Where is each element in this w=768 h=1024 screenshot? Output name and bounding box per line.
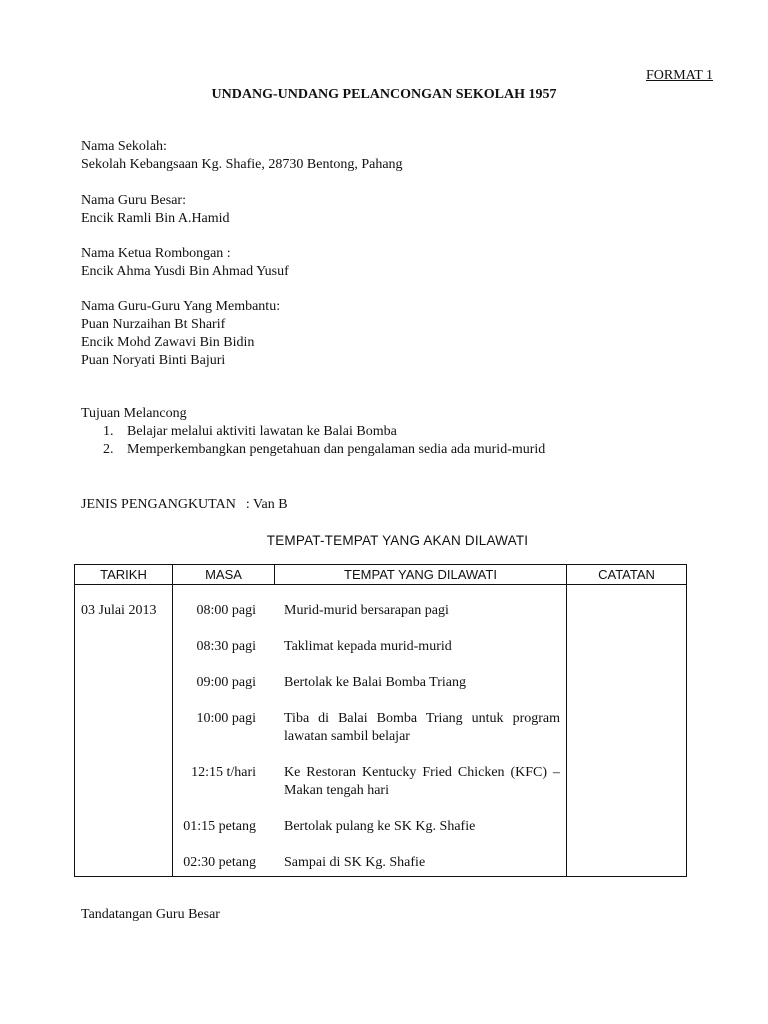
list-number: 2. [103, 442, 114, 457]
list-item [103, 441, 545, 459]
schedule-entry [173, 638, 566, 674]
entry-place: Murid-murid bersarapan pagi [284, 603, 449, 618]
assisting-teacher-name: Puan Nurzaihan Bt Sharif [81, 317, 226, 332]
schedule-entry [173, 710, 566, 764]
entry-place: Bertolak ke Balai Bomba Triang [284, 675, 466, 690]
table-row [75, 585, 687, 877]
time-place-cell [173, 585, 567, 877]
entry-time: 12:15 t/hari [191, 765, 256, 780]
schedule-entry [173, 854, 566, 876]
school-section [81, 138, 403, 174]
transport-line [81, 496, 288, 514]
entry-place: Bertolak pulang ke SK Kg. Shafie [284, 819, 476, 834]
entry-place: Taklimat kepada murid-murid [284, 639, 452, 654]
purpose-list [103, 423, 545, 459]
places-title: TEMPAT-TEMPAT YANG AKAN DILAWATI [266, 533, 529, 548]
headmaster-label: Nama Guru Besar: [81, 193, 186, 208]
column-header-notes: CATATAN [567, 565, 687, 585]
notes-cell [567, 585, 687, 877]
table-header-row [75, 565, 687, 585]
group-leader-value: Encik Ahma Yusdi Bin Ahmad Yusuf [81, 264, 289, 279]
list-number: 1. [103, 424, 114, 439]
entry-time: 01:15 petang [183, 819, 256, 834]
date-cell: 03 Julai 2013 [75, 585, 173, 877]
entry-time: 09:00 pagi [196, 675, 256, 690]
transport-label: JENIS PENGANGKUTAN [81, 497, 236, 512]
list-text: Belajar melalui aktiviti lawatan ke Balai Bomba [127, 424, 397, 439]
group-leader-section [81, 245, 289, 281]
schedule-entry [173, 818, 566, 854]
column-header-date: TARIKH [75, 565, 173, 585]
purpose-label: Tujuan Melancong [81, 406, 187, 421]
entry-time: 10:00 pagi [196, 711, 256, 726]
schedule-table [74, 564, 687, 877]
list-item [103, 423, 545, 441]
schedule-entry [173, 764, 566, 818]
group-leader-label: Nama Ketua Rombongan : [81, 246, 231, 261]
assisting-teacher-name: Puan Noryati Binti Bajuri [81, 353, 226, 368]
entry-time: 02:30 petang [183, 855, 256, 870]
transport-value: : Van B [245, 497, 288, 512]
assisting-teacher-name: Encik Mohd Zawavi Bin Bidin [81, 335, 255, 350]
entry-place: Tiba di Balai Bomba Triang untuk program lawatan sambil belajar [284, 711, 560, 744]
column-header-time: MASA [173, 565, 275, 585]
schedule-entry [173, 674, 566, 710]
school-value: Sekolah Kebangsaan Kg. Shafie, 28730 Bentong, Pahang [81, 157, 403, 172]
assisting-teachers-section [81, 298, 280, 370]
assisting-teachers-label: Nama Guru-Guru Yang Membantu: [81, 299, 281, 314]
headmaster-section [81, 192, 230, 228]
signature-label: Tandatangan Guru Besar [81, 907, 220, 922]
entry-time: 08:00 pagi [196, 603, 256, 618]
entry-time: 08:30 pagi [196, 639, 256, 654]
entry-place: Ke Restoran Kentucky Fried Chicken (KFC) – Makan tengah hari [284, 765, 560, 798]
list-text: Memperkembangkan pengetahuan dan pengalaman sedia ada murid-murid [127, 442, 546, 457]
entry-place: Sampai di SK Kg. Shafie [284, 855, 426, 870]
headmaster-value: Encik Ramli Bin A.Hamid [81, 211, 230, 226]
format-label: FORMAT 1 [645, 68, 713, 83]
column-header-place: TEMPAT YANG DILAWATI [275, 565, 567, 585]
document-title: UNDANG-UNDANG PELANCONGAN SEKOLAH 1957 [211, 87, 557, 102]
school-label: Nama Sekolah: [81, 139, 167, 154]
schedule-entry [173, 602, 566, 638]
